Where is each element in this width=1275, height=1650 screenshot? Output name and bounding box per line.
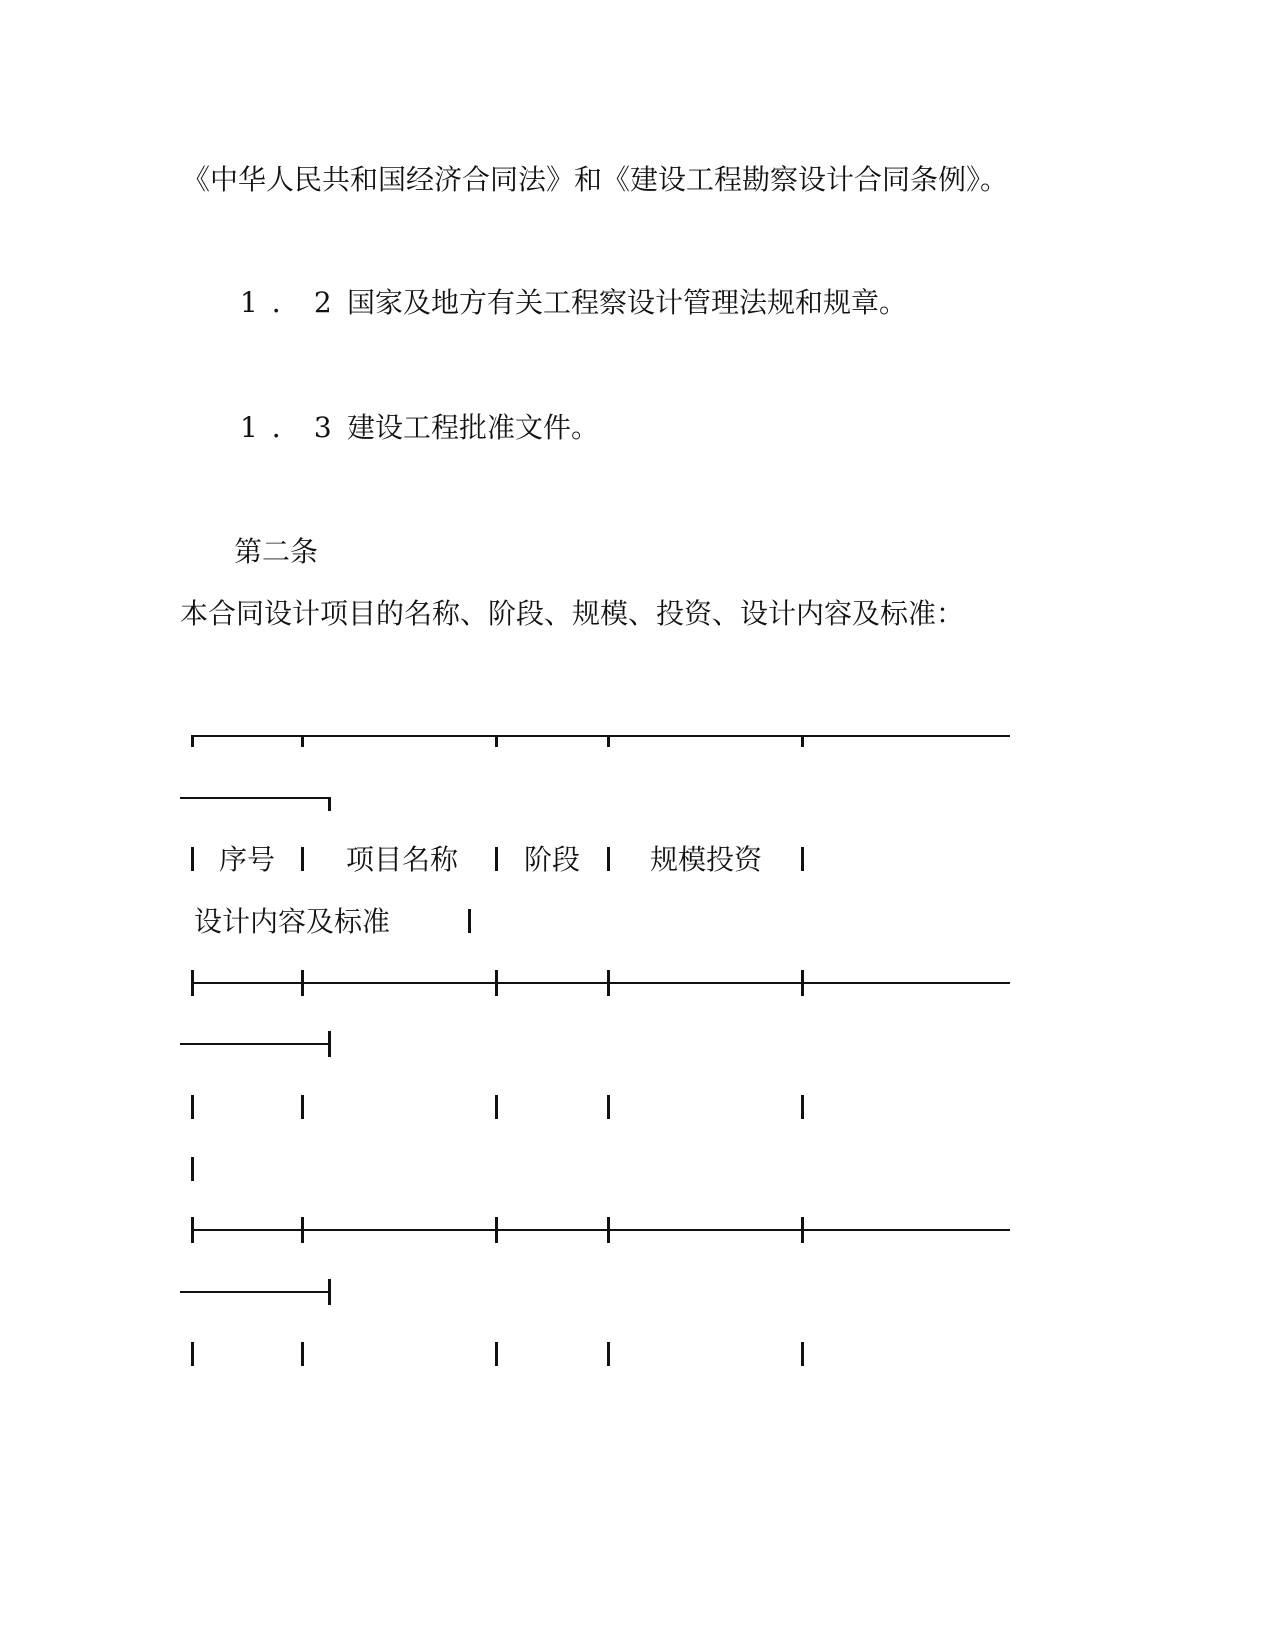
table-divider	[468, 909, 471, 933]
table-separator	[192, 982, 1010, 984]
table-divider	[191, 1157, 194, 1181]
table-top-tick	[328, 797, 331, 811]
table-divider	[801, 847, 804, 871]
header-cell-design-content: 设计内容及标准	[194, 905, 391, 938]
table-separator-tick	[607, 1217, 610, 1243]
header-cell-stage: 阶段	[524, 843, 581, 876]
clause-text-1-3: 建设工程批准文件。	[347, 411, 600, 444]
table-separator-tick	[495, 1217, 498, 1243]
table-divider	[495, 847, 498, 871]
clause-text-1-2: 国家及地方有关工程察设计管理法规和规章。	[347, 286, 908, 319]
table-divider	[607, 1342, 610, 1366]
table-divider	[301, 847, 304, 871]
table-divider	[607, 1095, 610, 1119]
table-separator-tick	[301, 970, 304, 996]
header-cell-index: 序号	[219, 843, 276, 876]
table-separator-tick	[607, 970, 610, 996]
table-top-tick	[607, 735, 610, 747]
paragraph-law-references: 《中华人民共和国经济合同法》和《建设工程勘察设计合同条例》。	[182, 163, 1009, 196]
table-divider	[495, 1095, 498, 1119]
table-divider	[191, 1342, 194, 1366]
table-top-tick	[495, 735, 498, 747]
table-divider	[301, 1342, 304, 1366]
table-top-border-wrap	[180, 797, 331, 799]
table-separator-tick	[801, 970, 804, 996]
header-cell-project-name: 项目名称	[346, 843, 459, 876]
table-separator-tick	[191, 1217, 194, 1243]
table-divider	[495, 1342, 498, 1366]
table-top-border	[192, 735, 1010, 737]
table-separator	[192, 1229, 1010, 1231]
table-separator-tick	[191, 970, 194, 996]
table-separator-tick	[301, 1217, 304, 1243]
table-separator-tick	[328, 1031, 331, 1057]
table-divider	[191, 1095, 194, 1119]
table-top-tick	[191, 735, 194, 747]
table-top-tick	[301, 735, 304, 747]
table-divider	[801, 1095, 804, 1119]
table-separator-wrap	[180, 1291, 331, 1293]
paragraph-project-description: 本合同设计项目的名称、阶段、规模、投资、设计内容及标准：	[180, 597, 965, 630]
table-separator-wrap	[180, 1043, 331, 1045]
table-separator-tick	[328, 1279, 331, 1305]
clause-number-1-3: 1．3	[240, 411, 346, 444]
table-top-tick	[801, 735, 804, 747]
clause-number-1-2: 1．2	[240, 286, 346, 319]
article-heading: 第二条	[234, 535, 319, 568]
table-divider	[607, 847, 610, 871]
table-separator-tick	[495, 970, 498, 996]
table-separator-tick	[801, 1217, 804, 1243]
table-divider	[301, 1095, 304, 1119]
table-divider	[191, 847, 194, 871]
header-cell-scale-investment: 规模投资	[650, 843, 763, 876]
table-divider	[801, 1342, 804, 1366]
